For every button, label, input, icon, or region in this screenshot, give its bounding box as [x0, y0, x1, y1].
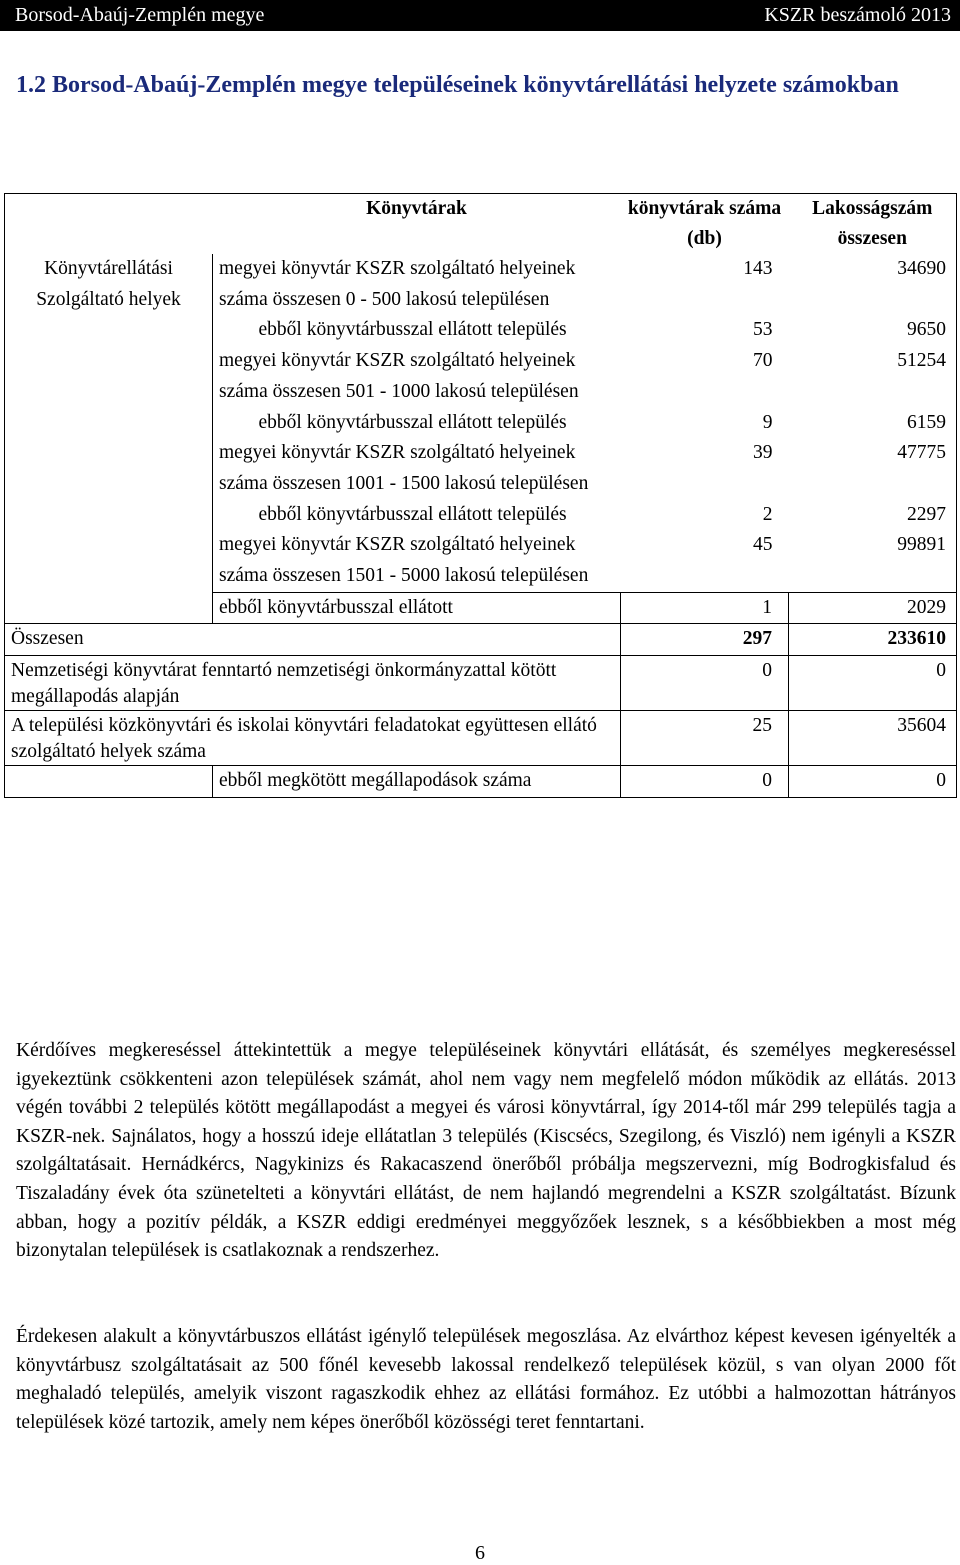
table-row: megyei könyvtár KSZR szolgáltató helyeinek száma összesen 1501 - 5000 lakosú településen 45 99891 — [5, 530, 957, 592]
col-header-population: Lakosságszám összesen — [789, 194, 957, 255]
paragraph: Kérdőíves megkereséssel áttekintettük a megye településeinek könyvtári ellátását, és személyes megkereséssel igyekeztünk csökkenteni azon települések számát, ahol nem vagy nem megfelelő módon működik az ellátás. 2013 végén további 2 település kötött megállapodást a megyei és városi könyvtárral, így 2014-től már 299 település tagja a KSZR-nek. Sajnálatos, hogy a hosszú ideje ellátatlan 3 település (Kiscsécs, Szegilong, és Viszló) nem igényli a KSZR szolgáltatásait. Hernádkércs, Nagykinizs és Rakacaszend önerőből próbálja megszervezni, míg Bodrogkisfalud és Tiszaladány évek óta szünetelteti a könyvtári ellátást, de nem hajlandó megrendelni a KSZR szolgáltatást. Bízunk abban, hogy a pozitív példák, a KSZR eddigi eredményei meggyőzőek lesznek, s a későbbiekben a most még bizonytalan települések is csatlakoznak a rendszerhez. — [16, 1040, 956, 1262]
table-row: Könyvtárellátási Szolgáltató helyek megyei könyvtár KSZR szolgáltató helyeinek száma összesen 0 - 500 lakosú településen 143 34690 — [5, 254, 957, 315]
table-row: ebből könyvtárbusszal ellátott 1 2029 — [5, 592, 957, 624]
table-row: ebből megkötött megállapodások száma 0 0 — [5, 766, 957, 798]
table-row: ebből könyvtárbusszal ellátott település 2 2297 — [5, 500, 957, 531]
total-row: Összesen 297 233610 — [5, 624, 957, 656]
row-group-label: Könyvtárellátási Szolgáltató helyek — [5, 254, 213, 624]
page-header — [0, 0, 960, 31]
col-header-count: könyvtárak száma (db) — [621, 194, 789, 255]
table-row: A települési közkönyvtári és iskolai könyvtári feladatokat együttesen ellátó szolgáltató helyek száma 25 35604 — [5, 711, 957, 766]
table-row: megyei könyvtár KSZR szolgáltató helyeinek száma összesen 1001 - 1500 lakosú településen 39 47775 — [5, 438, 957, 499]
col-header-libraries: Könyvtárak — [213, 194, 621, 255]
table-row: ebből könyvtárbusszal ellátott település 53 9650 — [5, 315, 957, 346]
library-table — [4, 193, 957, 798]
page-number: 6 — [475, 1542, 485, 1564]
table-row: megyei könyvtár KSZR szolgáltató helyeinek száma összesen 501 - 1000 lakosú településen 70 51254 — [5, 346, 957, 407]
header-right: KSZR beszámoló 2013 — [764, 4, 951, 26]
header-left: Borsod-Abaúj-Zemplén megye — [15, 4, 265, 26]
table-row: Nemzetiségi könyvtárat fenntartó nemzetiségi önkormányzattal kötött megállapodás alapján 0 0 — [5, 656, 957, 711]
section-title: 1.2 Borsod-Abaúj-Zemplén megye településeinek könyvtárellátási helyzete számokban — [16, 72, 899, 98]
table-row: ebből könyvtárbusszal ellátott település 9 6159 — [5, 408, 957, 439]
paragraph: Érdekesen alakult a könyvtárbuszos ellátást igénylő települések megoszlása. Az elvárthoz képest kevesen igényelték a könyvtárbusz szolgáltatásait az 500 főnél kevesebb lakossal rendelkező települések közül, s van olyan 2000 főt meghaladó település, amelyik viszont ragaszkodik ehhez az ellátási formához. Ez utóbbi a halmozottan hátrányos települések közé tartozik, amely nem képes önerőből közösségi teret fenntartani. — [16, 1326, 956, 1433]
